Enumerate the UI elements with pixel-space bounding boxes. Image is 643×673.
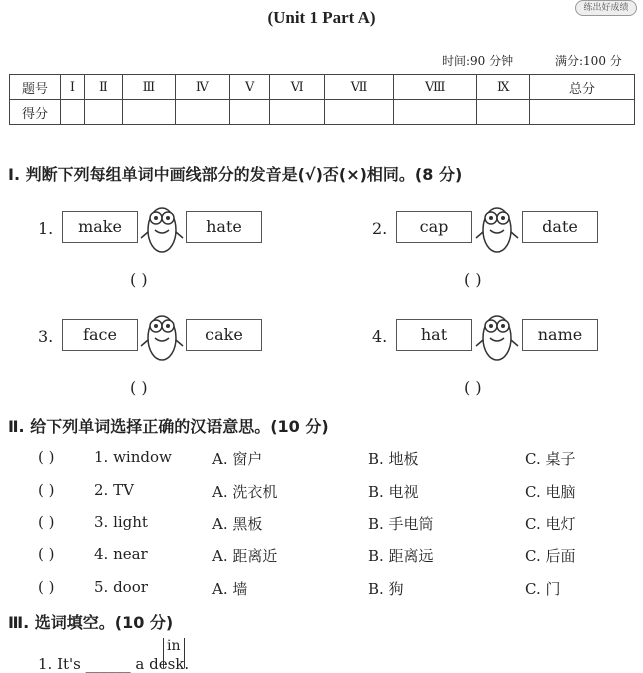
item-number: 1.: [38, 219, 54, 238]
table-cell: 总分: [530, 75, 635, 100]
answer-paren[interactable]: ( ): [130, 270, 148, 289]
option-a: A. 黑板: [212, 515, 263, 533]
score-cell[interactable]: [61, 100, 85, 125]
word-box: [522, 211, 598, 243]
word: hat: [420, 325, 448, 344]
minion-icon: [472, 304, 522, 364]
option-c: C. 门: [525, 580, 561, 598]
option-c: C. 电脑: [525, 483, 576, 501]
table-cell: Ⅳ: [175, 75, 229, 100]
word-box: [62, 211, 138, 243]
table-cell: Ⅴ: [230, 75, 270, 100]
answer-paren[interactable]: ( ): [38, 481, 55, 499]
score-cell[interactable]: [230, 100, 270, 125]
page-title: (Unit 1 Part A): [267, 8, 376, 27]
option-c: C. 桌子: [525, 450, 576, 468]
word-box: [396, 211, 472, 243]
option-b: B. 狗: [368, 580, 404, 598]
word-box: [62, 319, 138, 351]
word: hate: [206, 217, 242, 236]
score-cell[interactable]: [123, 100, 176, 125]
word-box: [396, 319, 472, 351]
answer-paren[interactable]: ( ): [38, 578, 55, 596]
item-number: 4.: [372, 327, 388, 346]
item-number: 3.: [38, 327, 54, 346]
fill-blank-line: 1. It's ______ a desk.: [38, 655, 190, 673]
question-word: 5. door: [94, 578, 148, 596]
minion-icon: [137, 196, 187, 256]
answer-paren[interactable]: ( ): [464, 378, 482, 397]
question-word: 2. TV: [94, 481, 134, 499]
word: name: [537, 325, 583, 344]
option-b: B. 距离远: [368, 547, 434, 565]
item-number: 2.: [372, 219, 388, 238]
word: make: [78, 217, 122, 236]
table-cell: Ⅰ: [61, 75, 85, 100]
minion-icon: [472, 196, 522, 256]
word-box: [522, 319, 598, 351]
word-box: [186, 319, 262, 351]
option-a: A. 距离近: [212, 547, 278, 565]
option-b: B. 地板: [368, 450, 419, 468]
score-cell[interactable]: [394, 100, 477, 125]
answer-paren[interactable]: ( ): [464, 270, 482, 289]
score-table: [9, 74, 635, 125]
option-a: A. 洗衣机: [212, 483, 278, 501]
word: date: [542, 217, 578, 236]
option-a: A. 墙: [212, 580, 248, 598]
brand-logo: 练出好成绩: [575, 0, 637, 16]
option-b: B. 手电筒: [368, 515, 434, 533]
score-table-header-row: [10, 75, 635, 100]
question-word: 3. light: [94, 513, 148, 531]
score-cell[interactable]: [270, 100, 325, 125]
section2-heading: Ⅱ. 给下列单词选择正确的汉语意思。(10 分): [8, 417, 329, 436]
option-b: B. 电视: [368, 483, 419, 501]
word: cap: [419, 217, 449, 236]
option-word: in: [167, 638, 181, 654]
word: face: [83, 325, 117, 344]
table-cell: Ⅱ: [84, 75, 122, 100]
score-cell[interactable]: [84, 100, 122, 125]
score-label: 满分:100 分: [555, 54, 622, 68]
answer-paren[interactable]: ( ): [130, 378, 148, 397]
section3-heading: Ⅲ. 选词填空。(10 分): [8, 613, 174, 632]
time-label: 时间:90 分钟: [442, 54, 514, 68]
table-cell: Ⅲ: [123, 75, 176, 100]
answer-paren[interactable]: ( ): [38, 513, 55, 531]
word-box: [186, 211, 262, 243]
question-word: 1. window: [94, 448, 172, 466]
option-a: A. 窗户: [212, 450, 263, 468]
score-cell[interactable]: [325, 100, 394, 125]
option-c: C. 电灯: [525, 515, 576, 533]
score-cell[interactable]: [530, 100, 635, 125]
option-c: C. 后面: [525, 547, 576, 565]
table-cell: Ⅷ: [394, 75, 477, 100]
section1-heading: Ⅰ. 判断下列每组单词中画线部分的发音是(√)否(×)相同。(8 分): [8, 165, 463, 184]
table-cell: Ⅶ: [325, 75, 394, 100]
question-word: 4. near: [94, 545, 148, 563]
answer-paren[interactable]: ( ): [38, 448, 55, 466]
table-cell: Ⅵ: [270, 75, 325, 100]
score-table-score-row: [10, 100, 635, 125]
score-cell[interactable]: [477, 100, 530, 125]
table-cell: 得分: [10, 100, 61, 125]
score-cell[interactable]: [175, 100, 229, 125]
minion-icon: [137, 304, 187, 364]
answer-paren[interactable]: ( ): [38, 545, 55, 563]
table-cell: 题号: [10, 75, 61, 100]
table-cell: Ⅸ: [477, 75, 530, 100]
word: cake: [205, 325, 243, 344]
